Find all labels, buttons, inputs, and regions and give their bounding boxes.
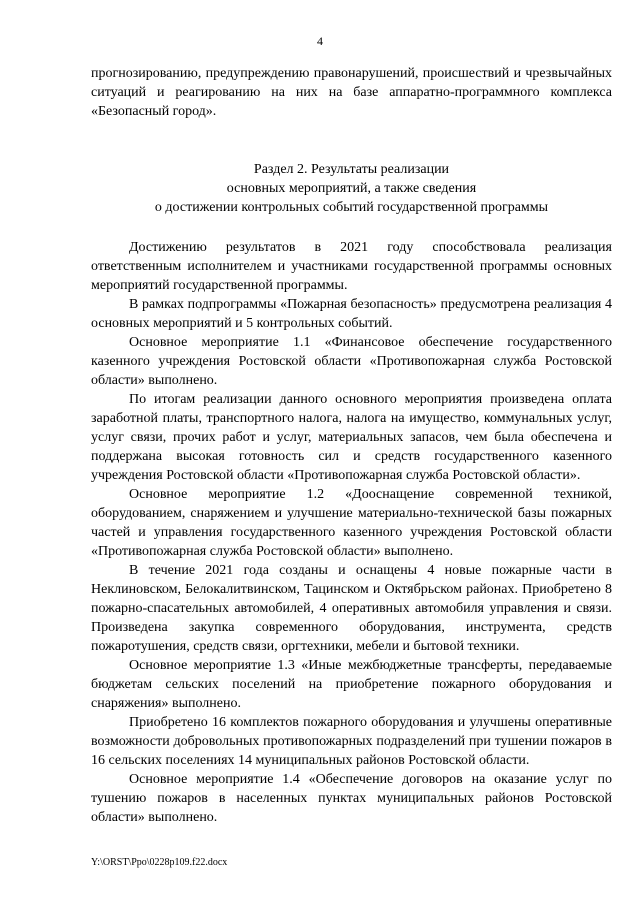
paragraph-measure-1-2-results: В течение 2021 года созданы и оснащены 4 новые пожарные части в Неклиновском, Белокалитвинском, Тацинском и Октябрьском районах. Приобретено 8 пожарно-спасательных автомобилей, 4 оперативных автомобиля управления и связи. Произведена закупка современного оборудования, инструмента, средств пожаротушения, средств связи, оргтехники, мебели и бытовой техники. (91, 563, 612, 654)
paragraph-measure-1-1-results: По итогам реализации данного основного мероприятия произведена оплата заработной платы, транспортного налога, налога на имущество, коммунальных услуг, услуг связи, прочих работ и услуг, материальных запасов, чем была обеспечена и поддержана высокая готовность сил и средств государственного казенного учреждения Ростовской области «Противопожарная служба Ростовской области». (91, 392, 612, 483)
paragraph-measure-1-4: Основное мероприятие 1.4 «Обеспечение договоров на оказание услуг по тушению пожаров в населенных пунктах муниципальных районов Ростовской области» выполнено. (91, 772, 612, 825)
document-body (91, 64, 612, 827)
paragraph-results: Достижению результатов в 2021 году способствовала реализация ответственным исполнителем и участниками государственной программы основных мероприятий государственной программы. (91, 240, 612, 293)
paragraph-measure-1-3-results: Приобретено 16 комплектов пожарного оборудования и улучшены оперативные возможности добровольных противопожарных подразделений при тушении пожаров в 16 сельских поселениях 14 муниципальных районов Ростовской области. (91, 715, 612, 768)
section-heading-line-2: основных мероприятий, а также сведения (226, 181, 477, 196)
page-number: 4 (317, 34, 323, 48)
section-heading-line-3: о достижении контрольных событий государственной программы (154, 200, 549, 215)
paragraph-measure-1-3: Основное мероприятие 1.3 «Иные межбюджетные трансферты, передаваемые бюджетам сельских поселений на приобретение пожарного оборудования и снаряжения» выполнено. (91, 658, 612, 711)
section-heading-line-1: Раздел 2. Результаты реализации (253, 162, 450, 177)
section-heading (91, 160, 612, 217)
intro-paragraph: прогнозированию, предупреждению правонарушений, происшествий и чрезвычайных ситуаций и реагированию на них на базе аппаратно-программного комплекса «Безопасный город». (91, 66, 612, 119)
paragraph-subprogram: В рамках подпрограммы «Пожарная безопасность» предусмотрена реализация 4 основных мероприятий и 5 контрольных событий. (91, 297, 612, 331)
paragraph-measure-1-2: Основное мероприятие 1.2 «Дооснащение современной техникой, оборудованием, снаряжением и улучшение материально-технической базы пожарных частей и управления государственного казенного учреждения Ростовской области «Противопожарная служба Ростовской области» выполнено. (91, 487, 612, 559)
paragraph-measure-1-1: Основное мероприятие 1.1 «Финансовое обеспечение государственного казенного учреждения Ростовской области «Противопожарная служба Ростовской области» выполнено. (91, 335, 612, 388)
footer-file-path: Y:\ORST\Ppo\0228p109.f22.docx (91, 857, 228, 868)
